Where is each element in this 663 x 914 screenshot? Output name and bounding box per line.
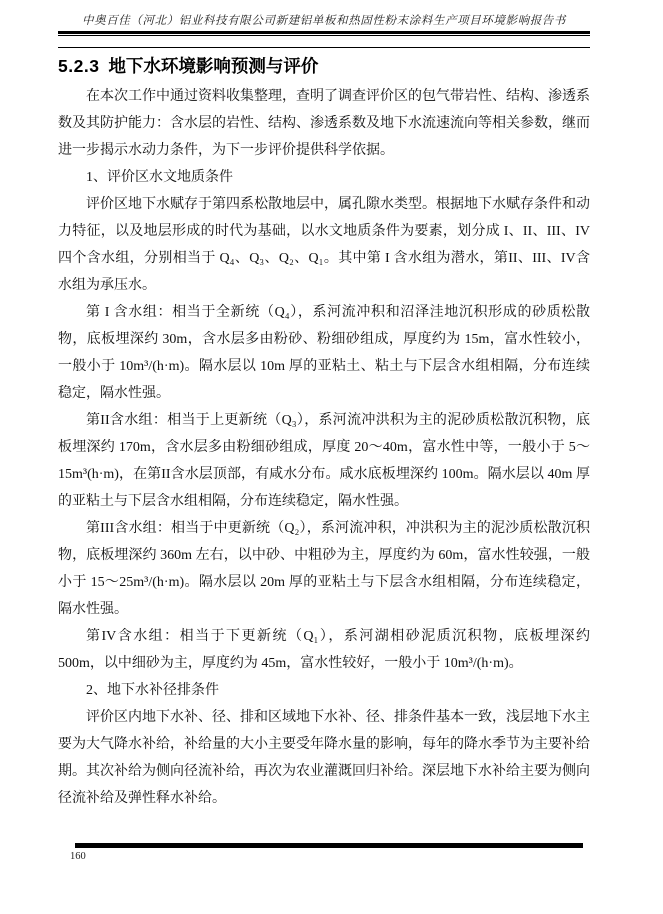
- body-paragraph-aquifer-2: 第II含水组：相当于上更新统（Q₃），系河流冲洪积为主的泥砂质松散沉积物，底板埋深约 170m，含水层多由粉细砂组成，厚度 20～40m，富水性中等，一般小于 5～15m³(h·m)，在第II含水层顶部，有咸水分布。咸水底板埋深约 100m。隔水层以 40m 厚的亚粘土与下层含水组相隔，分布连续稳定，隔水性强。: [58, 413, 590, 509]
- page-header: [58, 12, 590, 36]
- document-body: [58, 83, 590, 812]
- header-rule: [58, 31, 590, 36]
- body-paragraph-aquifer-3: 第III含水组：相当于中更新统（Q₂），系河流冲积，冲洪积为主的泥沙质松散沉积物，底板埋深约 360m 左右，以中砂、中粗砂为主，厚度约为 60m，富水性较强，一般小于 15～25m³/(h·m)。隔水层以 20m 厚的亚粘土与下层含水组相隔，分布连续稳定，隔水性强。: [58, 521, 590, 617]
- section-heading: [58, 54, 590, 78]
- list-heading-2: 2、地下水补径排条件: [86, 683, 219, 698]
- section-number: 5.2.3: [58, 56, 100, 76]
- body-paragraph-aquifer-4: 第IV含水组：相当于下更新统（Q₁），系河湖相砂泥质沉积物，底板埋深约 500m，以中细砂为主，厚度约为 45m，富水性较好，一般小于 10m³/(h·m)。: [58, 629, 590, 671]
- footer-rule: [75, 843, 583, 848]
- section-divider-rule: [58, 47, 590, 48]
- body-paragraph-intro: 在本次工作中通过资料收集整理，查明了调查评价区的包气带岩性、结构、渗透系数及其防护能力：含水层的岩性、结构、渗透系数及地下水流速流向等相关参数，继而进一步揭示水动力条件，为下一步评价提供科学依据。: [58, 89, 590, 158]
- body-paragraph-recharge: 评价区内地下水补、径、排和区域地下水补、径、排条件基本一致，浅层地下水主要为大气降水补给，补给量的大小主要受年降水量的影响，每年的降水季节为主要补给期。其次补给为侧向径流补给，再次为农业灌溉回归补给。深层地下水补给主要为侧向径流补给及弹性释水补给。: [58, 710, 590, 806]
- body-paragraph-aquifer-1: 第 I 含水组：相当于全新统（Q₄），系河流冲积和沼泽洼地沉积形成的砂质松散物，底板埋深约 30m，含水层多由粉砂、粉细砂组成，厚度约为 15m，富水性较小，一般小于 10m³/(h·m)。隔水层以 10m 厚的亚粘土、粘土与下层含水组相隔，分布连续稳定，隔水性强。: [58, 305, 590, 401]
- page-number: 160: [70, 851, 86, 862]
- list-heading-1: 1、评价区水文地质条件: [86, 170, 233, 185]
- body-paragraph-overview: 评价区地下水赋存于第四系松散地层中，属孔隙水类型。根据地下水赋存条件和动力特征，以及地层形成的时代为基础，以水文地质条件为要素，划分成 I、II、III、IV 四个含水组，分别相当于 Q₄、Q₃、Q₂、Q₁。其中第 I 含水组为潜水，第II、III、IV含水组为承压水。: [58, 197, 590, 293]
- section-title: 地下水环境影响预测与评价: [108, 56, 319, 76]
- header-title: 中奥百佳（河北）铝业科技有限公司新建铝单板和热固性粉末涂料生产项目环境影响报告书: [82, 15, 566, 27]
